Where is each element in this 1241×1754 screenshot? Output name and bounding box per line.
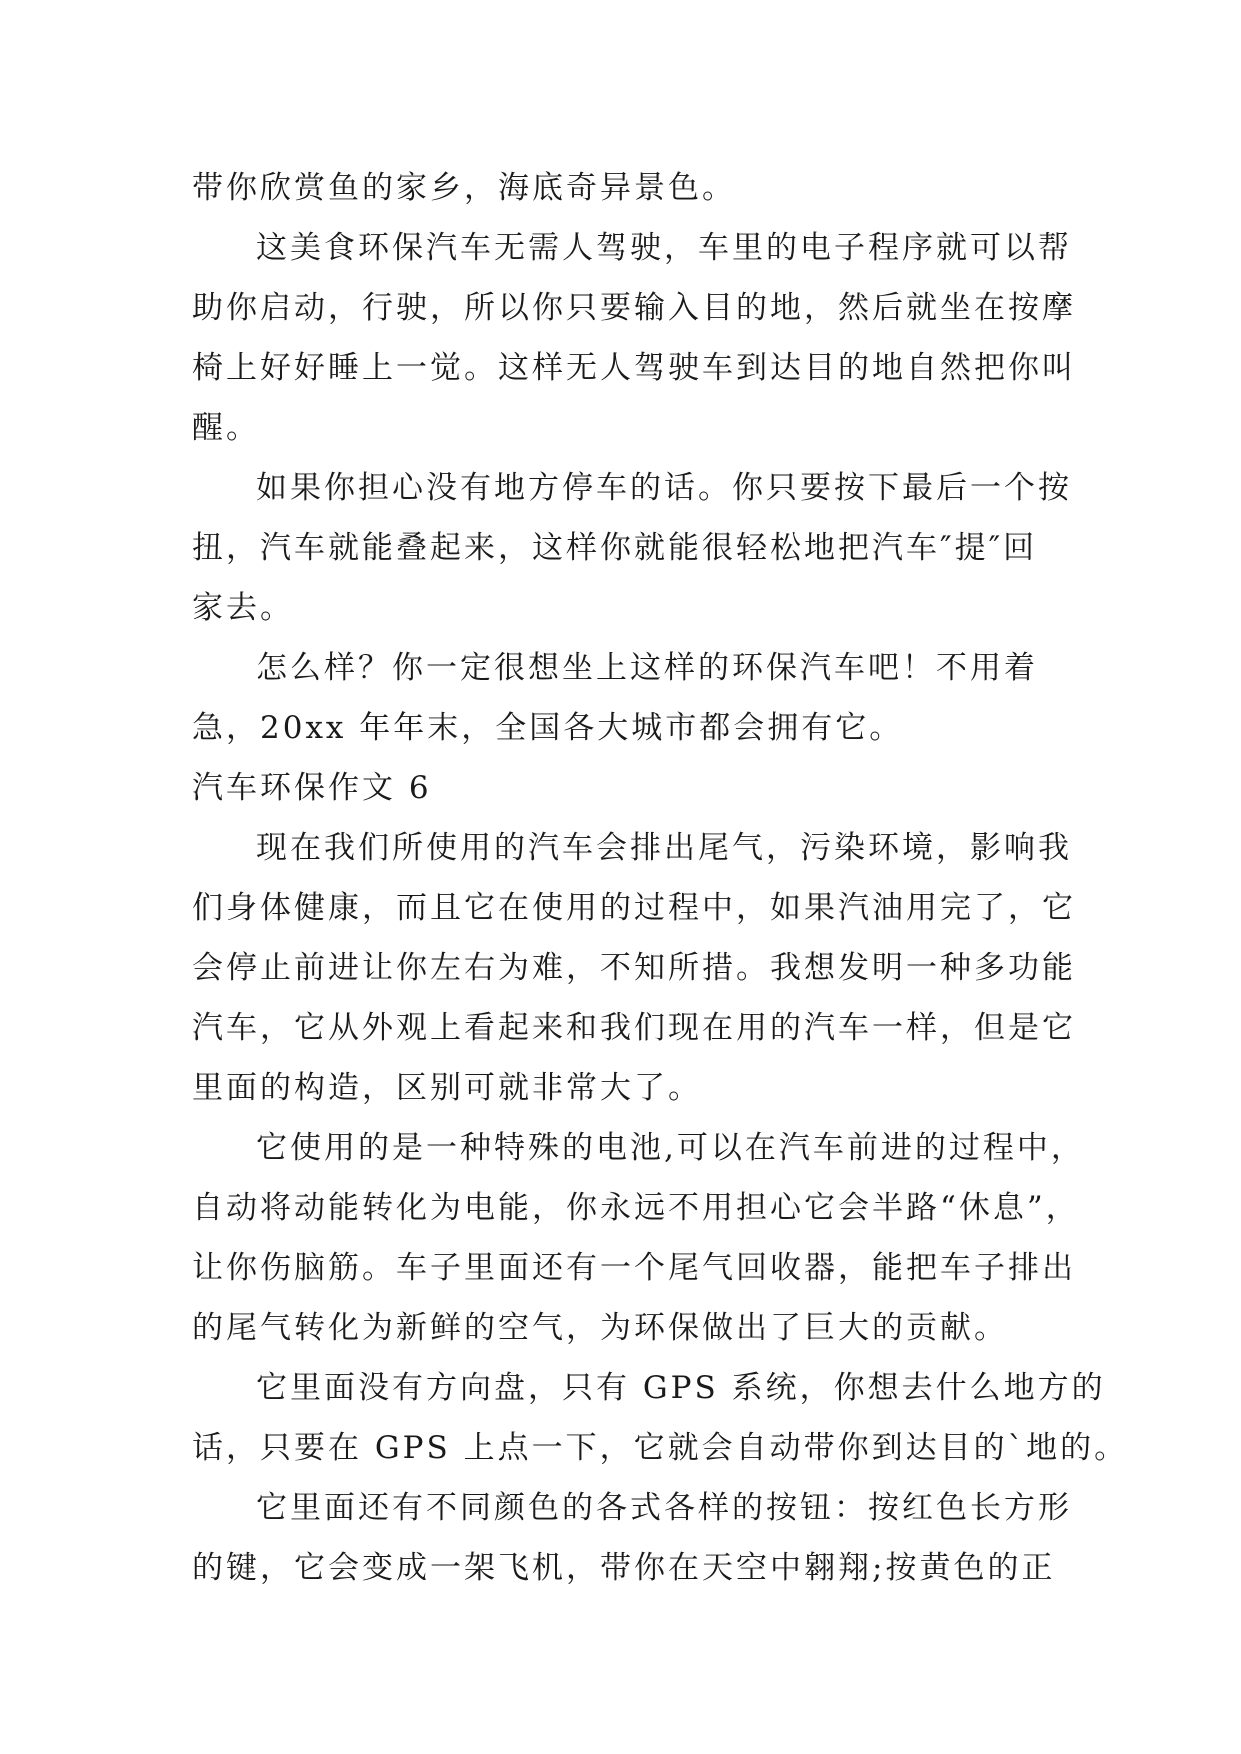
text-line: 们身体健康，而且它在使用的过程中，如果汽油用完了，它 <box>192 890 1076 926</box>
text-line: 带你欣赏鱼的家乡，海底奇异景色。 <box>192 170 736 206</box>
paragraph-start-line: 它里面没有方向盘，只有 GPS 系统，你想去什么地方的 <box>256 1370 1106 1406</box>
paragraph-start-line: 怎么样？你一定很想坐上这样的环保汽车吧！不用着 <box>256 650 1038 686</box>
section-heading: 汽车环保作文 6 <box>192 770 432 806</box>
paragraph-start-line: 它里面还有不同颜色的各式各样的按钮：按红色长方形 <box>256 1490 1072 1526</box>
document-body <box>192 158 1129 1598</box>
text-line: 的尾气转化为新鲜的空气，为环保做出了巨大的贡献。 <box>192 1310 1008 1346</box>
text-line: 汽车，它从外观上看起来和我们现在用的汽车一样，但是它 <box>192 1010 1076 1046</box>
text-line: 会停止前进让你左右为难，不知所措。我想发明一种多功能 <box>192 950 1076 986</box>
paragraph-start-line: 它使用的是一种特殊的电池,可以在汽车前进的过程中， <box>256 1130 1085 1166</box>
text-line: 急，20xx 年年末，全国各大城市都会拥有它。 <box>192 710 904 746</box>
paragraph-start-line: 这美食环保汽车无需人驾驶，车里的电子程序就可以帮 <box>256 230 1072 266</box>
text-line: 的键，它会变成一架飞机，带你在天空中翱翔;按黄色的正 <box>192 1550 1056 1586</box>
paragraph-start-line: 现在我们所使用的汽车会排出尾气，污染环境，影响我 <box>256 830 1072 866</box>
text-line: 话，只要在 GPS 上点一下，它就会自动带你到达目的`地的。 <box>192 1430 1129 1466</box>
text-line: 里面的构造，区别可就非常大了。 <box>192 1070 702 1106</box>
text-line: 扭，汽车就能叠起来，这样你就能很轻松地把汽车″提″回 <box>192 530 1038 566</box>
text-line: 助你启动，行驶，所以你只要输入目的地，然后就坐在按摩 <box>192 290 1076 326</box>
paragraph-start-line: 如果你担心没有地方停车的话。你只要按下最后一个按 <box>256 470 1072 506</box>
text-line: 家去。 <box>192 590 294 626</box>
text-line: 自动将动能转化为电能，你永远不用担心它会半路“休息”， <box>192 1190 1080 1226</box>
text-line: 醒。 <box>192 410 260 446</box>
text-line: 椅上好好睡上一觉。这样无人驾驶车到达目的地自然把你叫 <box>192 350 1076 386</box>
text-line: 让你伤脑筋。车子里面还有一个尾气回收器，能把车子排出 <box>192 1250 1076 1286</box>
